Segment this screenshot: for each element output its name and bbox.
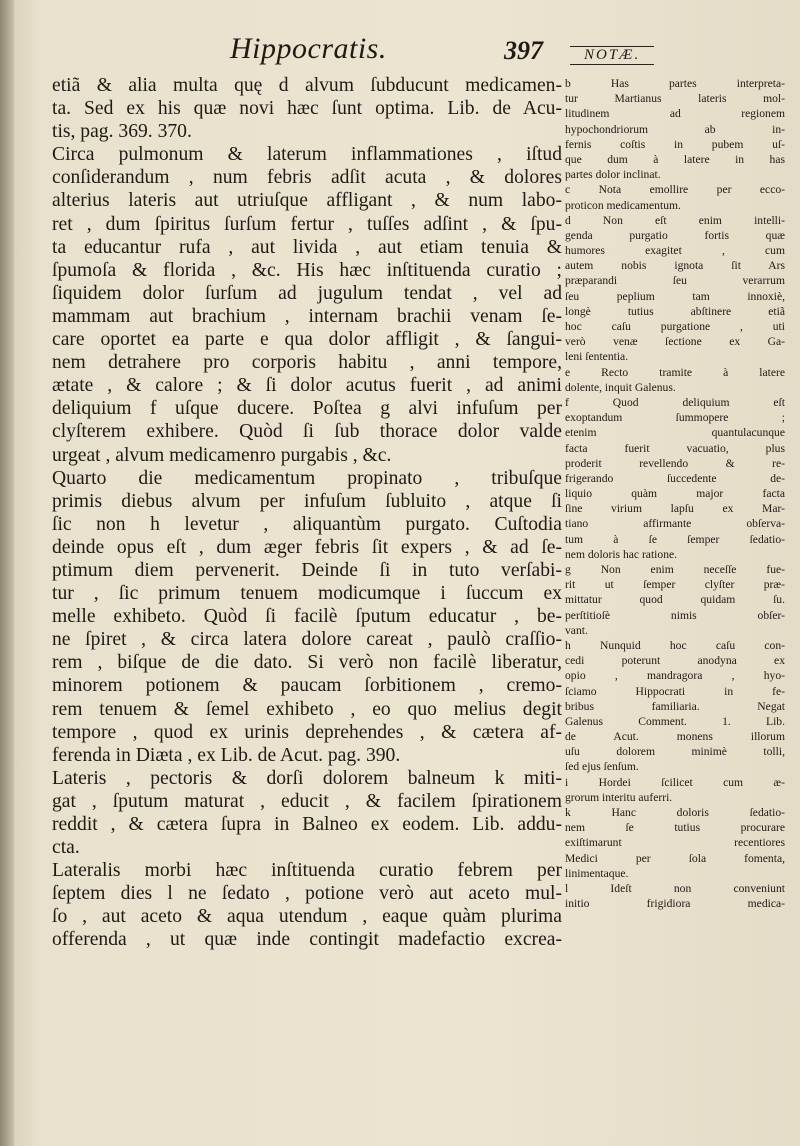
note-line: litudinem ad regionem <box>565 107 785 121</box>
page-gutter-shadow <box>0 0 14 1146</box>
note-line: k Hanc doloris ſedatio- <box>565 806 785 819</box>
note-line: partes dolor inclinat. <box>565 168 661 182</box>
note-line: de Acut. monens illorum <box>565 730 785 744</box>
main-text-line: Lateris , pectoris & dorſi dolorem balneum k miti- <box>52 767 562 789</box>
main-text-line: cta. <box>52 837 80 859</box>
note-line: c Nota emollire per ecco- <box>565 183 785 197</box>
main-text-line: urgeat , alvum medicamenro purgabis , &c. <box>52 444 392 466</box>
note-line: nem doloris hac ratione. <box>565 547 678 561</box>
note-line: g Non enim neceſſe fue- <box>565 563 785 576</box>
running-head: Hippocratis. <box>230 32 387 65</box>
note-line: ſciamo Hippocrati in fe- <box>565 684 785 698</box>
main-text-line: tis, pag. 369. 370. <box>52 121 192 143</box>
main-text-line: minorem potionem & paucam ſorbitionem , cremo- <box>52 675 562 697</box>
note-line: etenim quantulacunque <box>565 426 785 440</box>
main-text-line: ſiquidem dolor ſurſum ad jugulum tendat , vel ad <box>52 282 562 304</box>
note-line: nem ſe tutius procurare <box>565 821 785 835</box>
note-line: rit ut ſemper clyſter præ- <box>565 578 785 592</box>
main-text-line: ferenda in Diæta , ex Lib. de Acut. pag. 390. <box>52 744 401 766</box>
main-text-line: rem tenuem & ſemel exhibeto , eo quo melius degit <box>52 698 562 720</box>
note-line: que dum à latere in has <box>565 152 785 166</box>
main-text-line: mammam aut brachium , internam brachii venam ſe- <box>52 305 562 327</box>
main-text-line: primis diebus alvum per infuſum ſubluito , atque ſi <box>52 490 562 512</box>
note-line: frigerando ſuccedente de- <box>565 471 785 485</box>
note-line: hypochondriorum ab in- <box>565 122 785 136</box>
note-line: d Non eſt enim intelli- <box>565 213 785 227</box>
main-text-line: nem detrahere pro corporis habitu , anni tempore, <box>52 352 562 374</box>
main-text-line: conſiderandum , num febris adſit acuta , & dolores <box>52 167 562 189</box>
note-line: leni ſententia. <box>565 350 629 364</box>
notes-heading: NOTÆ. <box>570 46 654 65</box>
main-text-line: alterius lateris aut utriuſque affligant , & num labo- <box>52 190 562 212</box>
note-line: proderit revellendo & re- <box>565 456 785 470</box>
main-text-line: reddit , & cætera ſupra in Balneo ex eodem. Lib. addu- <box>52 814 562 835</box>
main-text-line: tur , ſic primum tenuem modicumque i ſuccum ex <box>52 583 562 605</box>
main-text-line: Lateralis morbi hæc inſtituenda curatio febrem per <box>52 860 562 882</box>
notes-column <box>565 76 785 911</box>
main-text-line: care oportet ea parte e qua dolor affligit , & ſangui- <box>52 329 562 351</box>
note-line: ſeu peplium tam innoxiè, <box>565 289 785 303</box>
note-line: tur Martianus lateris mol- <box>565 92 785 106</box>
note-line: hoc caſu purgatione , uti <box>565 320 785 333</box>
main-text-line: ta. Sed ex his quæ novi hæc ſunt optima. Lib. de Acu- <box>52 98 562 120</box>
note-line: linimentaque. <box>565 866 629 880</box>
note-line: tiano affirmante obſerva- <box>565 517 785 531</box>
note-line: i Hordei ſcilicet cum æ- <box>565 775 785 789</box>
note-line: opio , mandragora , hyo- <box>565 669 785 683</box>
note-line: l Ideſt non conveniunt <box>565 881 785 895</box>
note-line: genda purgatio fortis quæ <box>565 228 785 242</box>
main-text-line: deliquium f uſque ducere. Poſtea g alvi infuſum per <box>52 398 562 420</box>
note-line: h Nunquid hoc caſu con- <box>565 638 785 652</box>
note-line: Medici per ſola fomenta, <box>565 851 785 865</box>
note-line: exiſtimarunt recentiores <box>565 836 785 850</box>
note-line: ſed ejus ſenſum. <box>565 760 639 774</box>
main-text-line: rem , biſque de die dato. Si verò non facilè liberatur, <box>52 652 562 674</box>
main-text-line: ſic non h levetur , aliquantùm purgato. Cuſtodia <box>52 513 562 535</box>
note-line: b Has partes interpreta- <box>565 77 785 90</box>
main-text-line: ne ſpiret , & circa latera dolore careat , paulò craſſio- <box>52 629 562 651</box>
note-line: grorum interitu auferri. <box>565 790 673 804</box>
note-line: tum à ſe ſemper ſedatio- <box>565 532 785 546</box>
main-text-line: ætate , & calore ; & ſi dolor acutus fuerit , ad animi <box>52 375 562 397</box>
main-text-line: ptimum diem pervenerit. Deinde ſi in tuto verſabi- <box>52 559 562 581</box>
note-line: bribus familiaria. Negat <box>565 699 785 713</box>
note-line: proticon medicamentum. <box>565 198 681 212</box>
main-text-column <box>52 74 562 952</box>
note-line: verò venæ ſectione ex Ga- <box>565 335 785 349</box>
page-header <box>220 32 780 72</box>
main-text-line: Circa pulmonum & laterum inflammationes , iſtud <box>52 144 562 166</box>
main-text-line: offerenda , ut quæ inde contingit madefactio excrea- <box>52 929 562 951</box>
note-line: vant. <box>565 623 588 637</box>
note-line: f Quod deliquium eſt <box>565 395 785 409</box>
note-line: uſu dolorem minimè tolli, <box>565 745 785 759</box>
note-line: cedi poterunt anodyna ex <box>565 654 785 668</box>
main-text-line: ſo , aut aceto & aqua utendum , eaque quàm plurima <box>52 906 562 928</box>
main-text-line: gat , ſputum maturat , educit , & facilem ſpirationem <box>52 790 562 812</box>
note-line: liquio quàm major facta <box>565 487 785 501</box>
main-text-line: melle exhibeto. Quòd ſi facilè ſputum educatur , be- <box>52 606 562 628</box>
note-line: initio frigidiora medica- <box>565 897 785 911</box>
main-text-line: etiã & alia multa quę d alvum ſubducunt medicamen- <box>52 75 562 96</box>
main-text-line: tempore , quod ex urinis deprehendes , & cætera af- <box>52 721 562 743</box>
main-text-line: ſeptem dies l ne ſedato , potione verò aut aceto mul- <box>52 883 562 905</box>
note-line: humores exagitet , cum <box>565 244 785 258</box>
main-text-line: clyſterem exhibere. Quòd ſi ſub thorace dolor valde <box>52 421 562 443</box>
main-text-line: ſpumoſa & florida , &c. His hæc inſtituenda curatio ; <box>52 259 562 281</box>
note-line: præparandi ſeu verarrum <box>565 274 785 288</box>
note-line: exoptandum ſummopere ; <box>565 411 785 425</box>
note-line: longè tutius abſtinere etiã <box>565 304 785 318</box>
page-number: 397 <box>504 36 543 65</box>
note-line: perſtitioſè nimis obſer- <box>565 608 785 622</box>
main-text-line: ret , dum ſpiritus ſurſum fertur , tuſſes adſint , & ſpu- <box>52 213 562 235</box>
note-line: fernis coſtis in pubem uſ- <box>565 137 785 151</box>
main-text-line: ta educantur rufa , aut livida , aut etiam tenuia & <box>52 236 562 258</box>
note-line: mittatur quod quidam ſu. <box>565 593 785 607</box>
main-text-line: deinde opus eſt , dum æger febris ſit expers , & ad ſe- <box>52 536 562 558</box>
note-line: autem nobis ignota ſit Ars <box>565 259 785 273</box>
main-text-line: Quarto die medicamentum propinato , tribuſque <box>52 467 562 489</box>
note-line: facta fuerit vacuatio, plus <box>565 441 785 455</box>
note-line: Galenus Comment. 1. Lib. <box>565 714 785 728</box>
note-line: ſine virium lapſu ex Mar- <box>565 502 785 516</box>
note-line: e Recto tramite à latere <box>565 365 785 379</box>
note-line: dolente, inquit Galenus. <box>565 380 676 394</box>
